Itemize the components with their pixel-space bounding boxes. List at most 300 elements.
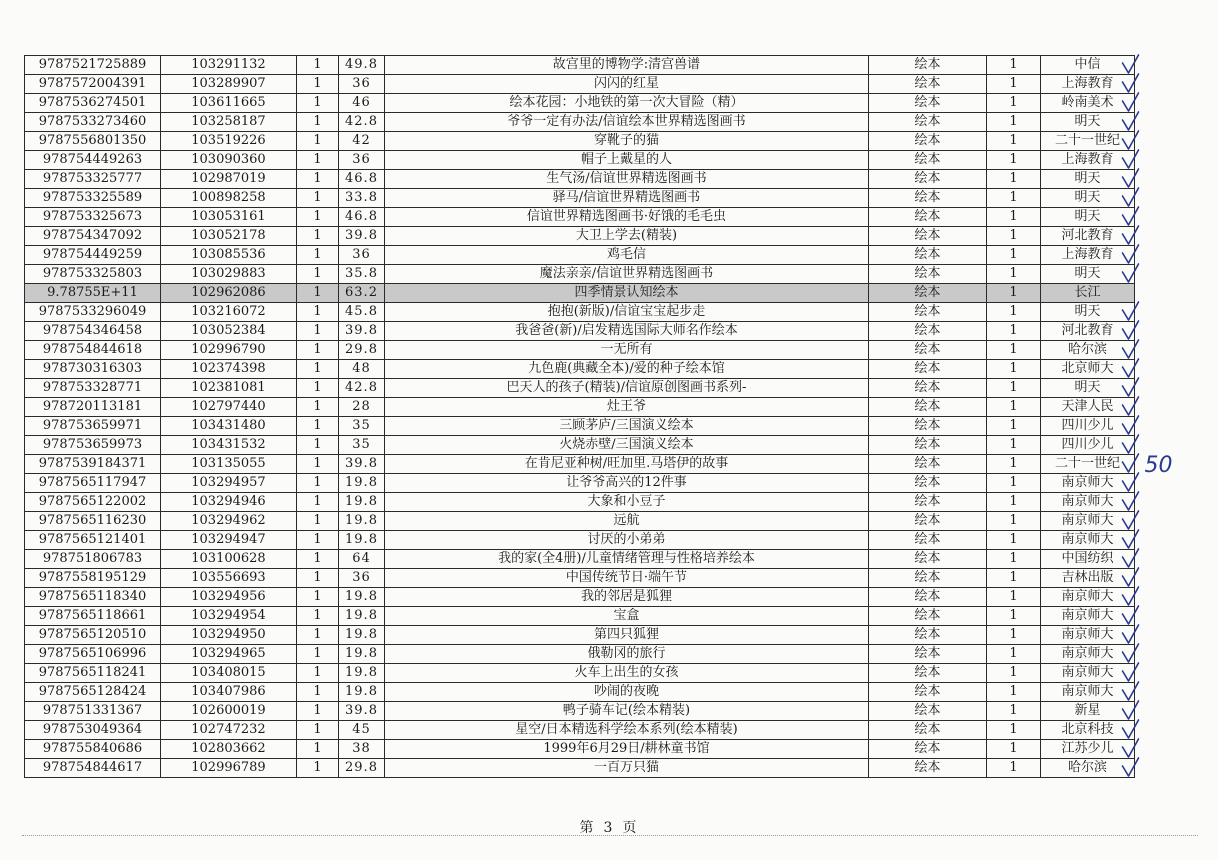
cell-category: 绘本	[869, 512, 987, 531]
cell-title: 驿马/信谊世界精选图画书	[385, 189, 869, 208]
page-footer	[0, 817, 1218, 837]
cell-qty: 1	[297, 683, 339, 702]
cell-count: 1	[987, 379, 1041, 398]
cell-qty: 1	[297, 550, 339, 569]
cell-category: 绘本	[869, 436, 987, 455]
table-row	[25, 664, 1135, 683]
cell-price: 39.8	[339, 702, 385, 721]
cell-count: 1	[987, 702, 1041, 721]
cell-count: 1	[987, 417, 1041, 436]
cell-title: 灶王爷	[385, 398, 869, 417]
cell-title: 大象和小豆子	[385, 493, 869, 512]
table-row	[25, 759, 1135, 778]
cell-isbn: 978751331367	[25, 702, 161, 721]
cell-isbn: 9787565121401	[25, 531, 161, 550]
cell-title: 我的邻居是狐狸	[385, 588, 869, 607]
cell-code: 103294950	[161, 626, 297, 645]
cell-code: 102747232	[161, 721, 297, 740]
cell-isbn: 978754346458	[25, 322, 161, 341]
cell-isbn: 9787565116230	[25, 512, 161, 531]
table-row	[25, 284, 1135, 303]
cell-code: 103291132	[161, 56, 297, 75]
cell-title: 宝盒	[385, 607, 869, 626]
table-row	[25, 740, 1135, 759]
cell-count: 1	[987, 284, 1041, 303]
cell-category: 绘本	[869, 531, 987, 550]
cell-price: 29.8	[339, 341, 385, 360]
cell-publisher: 南京师大	[1041, 607, 1135, 626]
cell-price: 35	[339, 417, 385, 436]
cell-category: 绘本	[869, 664, 987, 683]
cell-category: 绘本	[869, 208, 987, 227]
cell-isbn: 978753325777	[25, 170, 161, 189]
cell-category: 绘本	[869, 645, 987, 664]
cell-code: 102381081	[161, 379, 297, 398]
cell-qty: 1	[297, 455, 339, 474]
cell-qty: 1	[297, 740, 339, 759]
cell-publisher: 北京科技	[1041, 721, 1135, 740]
cell-isbn: 978753325589	[25, 189, 161, 208]
cell-isbn: 978754844618	[25, 341, 161, 360]
cell-title: 四季情景认知绘本	[385, 284, 869, 303]
cell-category: 绘本	[869, 75, 987, 94]
cell-count: 1	[987, 645, 1041, 664]
cell-category: 绘本	[869, 341, 987, 360]
cell-category: 绘本	[869, 607, 987, 626]
page-number: 3	[603, 820, 615, 836]
cell-price: 19.8	[339, 493, 385, 512]
cell-title: 生气汤/信谊世界精选图画书	[385, 170, 869, 189]
cell-isbn: 9787539184371	[25, 455, 161, 474]
cell-category: 绘本	[869, 398, 987, 417]
cell-count: 1	[987, 75, 1041, 94]
cell-code: 102987019	[161, 170, 297, 189]
cell-code: 102962086	[161, 284, 297, 303]
cell-qty: 1	[297, 132, 339, 151]
cell-category: 绘本	[869, 94, 987, 113]
table-row	[25, 341, 1135, 360]
cell-isbn: 978754844617	[25, 759, 161, 778]
cell-count: 1	[987, 398, 1041, 417]
cell-qty: 1	[297, 702, 339, 721]
cell-count: 1	[987, 170, 1041, 189]
cell-count: 1	[987, 664, 1041, 683]
cell-code: 103052178	[161, 227, 297, 246]
cell-publisher: 上海教育	[1041, 151, 1135, 170]
cell-price: 45.8	[339, 303, 385, 322]
cell-price: 36	[339, 75, 385, 94]
cell-code: 103294962	[161, 512, 297, 531]
cell-category: 绘本	[869, 379, 987, 398]
cell-publisher: 上海教育	[1041, 246, 1135, 265]
cell-count: 1	[987, 626, 1041, 645]
cell-qty: 1	[297, 265, 339, 284]
cell-title: 爷爷一定有办法/信谊绘本世界精选图画书	[385, 113, 869, 132]
cell-category: 绘本	[869, 569, 987, 588]
cell-code: 103100628	[161, 550, 297, 569]
cell-count: 1	[987, 569, 1041, 588]
cell-qty: 1	[297, 588, 339, 607]
cell-price: 46	[339, 94, 385, 113]
cell-category: 绘本	[869, 550, 987, 569]
cell-qty: 1	[297, 360, 339, 379]
cell-publisher: 天津人民	[1041, 398, 1135, 417]
cell-publisher: 吉林出版	[1041, 569, 1135, 588]
cell-qty: 1	[297, 398, 339, 417]
cell-qty: 1	[297, 759, 339, 778]
cell-title: 大卫上学去(精装)	[385, 227, 869, 246]
cell-title: 巴天人的孩子(精装)/信谊原创图画书系列-	[385, 379, 869, 398]
cell-isbn: 9.78755E+11	[25, 284, 161, 303]
cell-code: 103556693	[161, 569, 297, 588]
cell-isbn: 978754449259	[25, 246, 161, 265]
cell-title: 魔法亲亲/信谊世界精选图画书	[385, 265, 869, 284]
cell-code: 102996789	[161, 759, 297, 778]
cell-count: 1	[987, 759, 1041, 778]
cell-isbn: 9787533296049	[25, 303, 161, 322]
cell-title: 鸡毛信	[385, 246, 869, 265]
table-row	[25, 75, 1135, 94]
cell-title: 在肯尼亚种树/旺加里.马塔伊的故事	[385, 455, 869, 474]
cell-price: 46.8	[339, 208, 385, 227]
cell-count: 1	[987, 683, 1041, 702]
cell-code: 103289907	[161, 75, 297, 94]
cell-category: 绘本	[869, 113, 987, 132]
cell-qty: 1	[297, 170, 339, 189]
cell-title: 1999年6月29日/耕林童书馆	[385, 740, 869, 759]
cell-qty: 1	[297, 436, 339, 455]
cell-count: 1	[987, 550, 1041, 569]
table-row	[25, 94, 1135, 113]
cell-publisher: 长江	[1041, 284, 1135, 303]
table-row	[25, 588, 1135, 607]
cell-code: 103258187	[161, 113, 297, 132]
cell-count: 1	[987, 436, 1041, 455]
cell-category: 绘本	[869, 303, 987, 322]
cell-qty: 1	[297, 303, 339, 322]
cell-price: 48	[339, 360, 385, 379]
cell-isbn: 978753325803	[25, 265, 161, 284]
cell-isbn: 978754347092	[25, 227, 161, 246]
table-row	[25, 512, 1135, 531]
cell-count: 1	[987, 265, 1041, 284]
cell-publisher: 岭南美术	[1041, 94, 1135, 113]
cell-qty: 1	[297, 569, 339, 588]
cell-publisher: 南京师大	[1041, 645, 1135, 664]
cell-qty: 1	[297, 664, 339, 683]
cell-category: 绘本	[869, 360, 987, 379]
cell-publisher: 四川少儿	[1041, 436, 1135, 455]
cell-price: 19.8	[339, 645, 385, 664]
cell-qty: 1	[297, 75, 339, 94]
cell-price: 39.8	[339, 455, 385, 474]
cell-price: 64	[339, 550, 385, 569]
cell-category: 绘本	[869, 151, 987, 170]
cell-price: 19.8	[339, 626, 385, 645]
cell-qty: 1	[297, 721, 339, 740]
cell-price: 42.8	[339, 113, 385, 132]
cell-isbn: 9787565118661	[25, 607, 161, 626]
table-row	[25, 265, 1135, 284]
cell-count: 1	[987, 56, 1041, 75]
cell-price: 36	[339, 569, 385, 588]
cell-title: 中国传统节日·端午节	[385, 569, 869, 588]
cell-category: 绘本	[869, 683, 987, 702]
cell-publisher: 南京师大	[1041, 588, 1135, 607]
cell-title: 火车上出生的女孩	[385, 664, 869, 683]
cell-isbn: 9787565118340	[25, 588, 161, 607]
cell-price: 19.8	[339, 531, 385, 550]
cell-price: 36	[339, 246, 385, 265]
cell-category: 绘本	[869, 246, 987, 265]
cell-isbn: 978753325673	[25, 208, 161, 227]
cell-category: 绘本	[869, 474, 987, 493]
cell-category: 绘本	[869, 189, 987, 208]
table-row	[25, 417, 1135, 436]
cell-isbn: 978754449263	[25, 151, 161, 170]
cell-publisher: 河北教育	[1041, 322, 1135, 341]
table-row	[25, 379, 1135, 398]
cell-title: 鸭子骑车记(绘本精装)	[385, 702, 869, 721]
cell-title: 远航	[385, 512, 869, 531]
cell-count: 1	[987, 341, 1041, 360]
cell-title: 帽子上戴星的人	[385, 151, 869, 170]
cell-qty: 1	[297, 493, 339, 512]
cell-publisher: 江苏少儿	[1041, 740, 1135, 759]
cell-title: 讨厌的小弟弟	[385, 531, 869, 550]
cell-qty: 1	[297, 189, 339, 208]
table-row	[25, 607, 1135, 626]
cell-category: 绘本	[869, 626, 987, 645]
cell-code: 102797440	[161, 398, 297, 417]
cell-qty: 1	[297, 208, 339, 227]
cell-count: 1	[987, 246, 1041, 265]
cell-publisher: 南京师大	[1041, 512, 1135, 531]
cell-qty: 1	[297, 322, 339, 341]
cell-category: 绘本	[869, 588, 987, 607]
table-row	[25, 303, 1135, 322]
cell-count: 1	[987, 493, 1041, 512]
cell-count: 1	[987, 474, 1041, 493]
cell-qty: 1	[297, 227, 339, 246]
cell-publisher: 明天	[1041, 113, 1135, 132]
cell-code: 103294946	[161, 493, 297, 512]
cell-publisher: 二十一世纪	[1041, 132, 1135, 151]
cell-qty: 1	[297, 474, 339, 493]
cell-price: 42.8	[339, 379, 385, 398]
cell-publisher: 明天	[1041, 170, 1135, 189]
table-row	[25, 493, 1135, 512]
cell-code: 103052384	[161, 322, 297, 341]
cell-qty: 1	[297, 56, 339, 75]
cell-code: 103431532	[161, 436, 297, 455]
cell-title: 绘本花园：小地铁的第一次大冒险（精）	[385, 94, 869, 113]
page-suffix: 页	[622, 820, 639, 836]
cell-code: 100898258	[161, 189, 297, 208]
cell-code: 103611665	[161, 94, 297, 113]
table-row	[25, 208, 1135, 227]
cell-publisher: 明天	[1041, 189, 1135, 208]
cell-title: 一无所有	[385, 341, 869, 360]
cell-title: 火烧赤壁/三国演义绘本	[385, 436, 869, 455]
cell-count: 1	[987, 113, 1041, 132]
cell-price: 28	[339, 398, 385, 417]
cell-publisher: 明天	[1041, 208, 1135, 227]
cell-count: 1	[987, 531, 1041, 550]
cell-code: 103294947	[161, 531, 297, 550]
cell-title: 信谊世界精选图画书·好饿的毛毛虫	[385, 208, 869, 227]
cell-isbn: 9787565128424	[25, 683, 161, 702]
cell-publisher: 四川少儿	[1041, 417, 1135, 436]
cell-isbn: 978753659973	[25, 436, 161, 455]
table-row	[25, 246, 1135, 265]
cell-price: 35.8	[339, 265, 385, 284]
cell-qty: 1	[297, 531, 339, 550]
cell-category: 绘本	[869, 417, 987, 436]
table-row	[25, 360, 1135, 379]
cell-code: 103216072	[161, 303, 297, 322]
cell-publisher: 哈尔滨	[1041, 341, 1135, 360]
cell-price: 42	[339, 132, 385, 151]
bottom-rule	[22, 835, 1198, 836]
cell-count: 1	[987, 607, 1041, 626]
cell-qty: 1	[297, 94, 339, 113]
margin-note: 50	[1144, 453, 1173, 478]
cell-code: 102374398	[161, 360, 297, 379]
cell-price: 36	[339, 151, 385, 170]
cell-category: 绘本	[869, 170, 987, 189]
cell-qty: 1	[297, 512, 339, 531]
cell-isbn: 978730316303	[25, 360, 161, 379]
cell-publisher: 二十一世纪	[1041, 455, 1135, 474]
cell-isbn: 9787521725889	[25, 56, 161, 75]
cell-title: 第四只狐狸	[385, 626, 869, 645]
table-row	[25, 170, 1135, 189]
table-row	[25, 683, 1135, 702]
cell-qty: 1	[297, 341, 339, 360]
cell-code: 103294954	[161, 607, 297, 626]
cell-title: 星空/日本精选科学绘本系列(绘本精装)	[385, 721, 869, 740]
cell-code: 103408015	[161, 664, 297, 683]
cell-code: 102996790	[161, 341, 297, 360]
cell-category: 绘本	[869, 740, 987, 759]
cell-title: 穿靴子的猫	[385, 132, 869, 151]
cell-publisher: 南京师大	[1041, 474, 1135, 493]
table-row	[25, 569, 1135, 588]
cell-isbn: 9787565106996	[25, 645, 161, 664]
cell-isbn: 9787565118241	[25, 664, 161, 683]
cell-qty: 1	[297, 246, 339, 265]
cell-isbn: 9787533273460	[25, 113, 161, 132]
cell-price: 29.8	[339, 759, 385, 778]
table-row	[25, 721, 1135, 740]
table-row	[25, 550, 1135, 569]
cell-price: 49.8	[339, 56, 385, 75]
cell-category: 绘本	[869, 702, 987, 721]
cell-publisher: 中国纺织	[1041, 550, 1135, 569]
cell-title: 故宫里的博物学:清宫兽谱	[385, 56, 869, 75]
cell-isbn: 9787565120510	[25, 626, 161, 645]
table-row	[25, 398, 1135, 417]
table-row	[25, 436, 1135, 455]
cell-category: 绘本	[869, 759, 987, 778]
cell-isbn: 978751806783	[25, 550, 161, 569]
cell-category: 绘本	[869, 284, 987, 303]
cell-count: 1	[987, 94, 1041, 113]
cell-code: 103407986	[161, 683, 297, 702]
cell-price: 19.8	[339, 512, 385, 531]
cell-title: 抱抱(新版)/信谊宝宝起步走	[385, 303, 869, 322]
cell-title: 我爸爸(新)/启发精选国际大师名作绘本	[385, 322, 869, 341]
cell-count: 1	[987, 303, 1041, 322]
table-row	[25, 531, 1135, 550]
cell-qty: 1	[297, 607, 339, 626]
cell-publisher: 南京师大	[1041, 683, 1135, 702]
cell-publisher: 中信	[1041, 56, 1135, 75]
cell-price: 39.8	[339, 322, 385, 341]
cell-price: 45	[339, 721, 385, 740]
cell-isbn: 978720113181	[25, 398, 161, 417]
cell-code: 103431480	[161, 417, 297, 436]
cell-price: 19.8	[339, 664, 385, 683]
cell-code: 103085536	[161, 246, 297, 265]
cell-publisher: 上海教育	[1041, 75, 1135, 94]
cell-count: 1	[987, 132, 1041, 151]
cell-code: 103029883	[161, 265, 297, 284]
cell-price: 39.8	[339, 227, 385, 246]
cell-code: 102600019	[161, 702, 297, 721]
table-row	[25, 227, 1135, 246]
table-row	[25, 113, 1135, 132]
cell-price: 19.8	[339, 474, 385, 493]
cell-price: 35	[339, 436, 385, 455]
cell-qty: 1	[297, 626, 339, 645]
cell-count: 1	[987, 151, 1041, 170]
cell-publisher: 北京师大	[1041, 360, 1135, 379]
cell-code: 103090360	[161, 151, 297, 170]
cell-title: 让爷爷高兴的12件事	[385, 474, 869, 493]
cell-price: 33.8	[339, 189, 385, 208]
cell-category: 绘本	[869, 56, 987, 75]
cell-publisher: 明天	[1041, 303, 1135, 322]
cell-title: 闪闪的红星	[385, 75, 869, 94]
cell-code: 103519226	[161, 132, 297, 151]
cell-qty: 1	[297, 113, 339, 132]
cell-price: 19.8	[339, 607, 385, 626]
table-row	[25, 474, 1135, 493]
cell-title: 三顾茅庐/三国演义绘本	[385, 417, 869, 436]
cell-count: 1	[987, 721, 1041, 740]
cell-code: 103294956	[161, 588, 297, 607]
cell-qty: 1	[297, 284, 339, 303]
cell-publisher: 明天	[1041, 265, 1135, 284]
table-row	[25, 626, 1135, 645]
cell-publisher: 南京师大	[1041, 493, 1135, 512]
book-list-table	[24, 55, 1135, 778]
table-row	[25, 645, 1135, 664]
cell-category: 绘本	[869, 132, 987, 151]
cell-title: 九色鹿(典藏全本)/爱的种子绘本馆	[385, 360, 869, 379]
table-row	[25, 56, 1135, 75]
cell-publisher: 新星	[1041, 702, 1135, 721]
table-row	[25, 151, 1135, 170]
cell-count: 1	[987, 189, 1041, 208]
cell-isbn: 9787572004391	[25, 75, 161, 94]
cell-code: 103294965	[161, 645, 297, 664]
cell-publisher: 南京师大	[1041, 664, 1135, 683]
cell-price: 38	[339, 740, 385, 759]
table-row	[25, 189, 1135, 208]
